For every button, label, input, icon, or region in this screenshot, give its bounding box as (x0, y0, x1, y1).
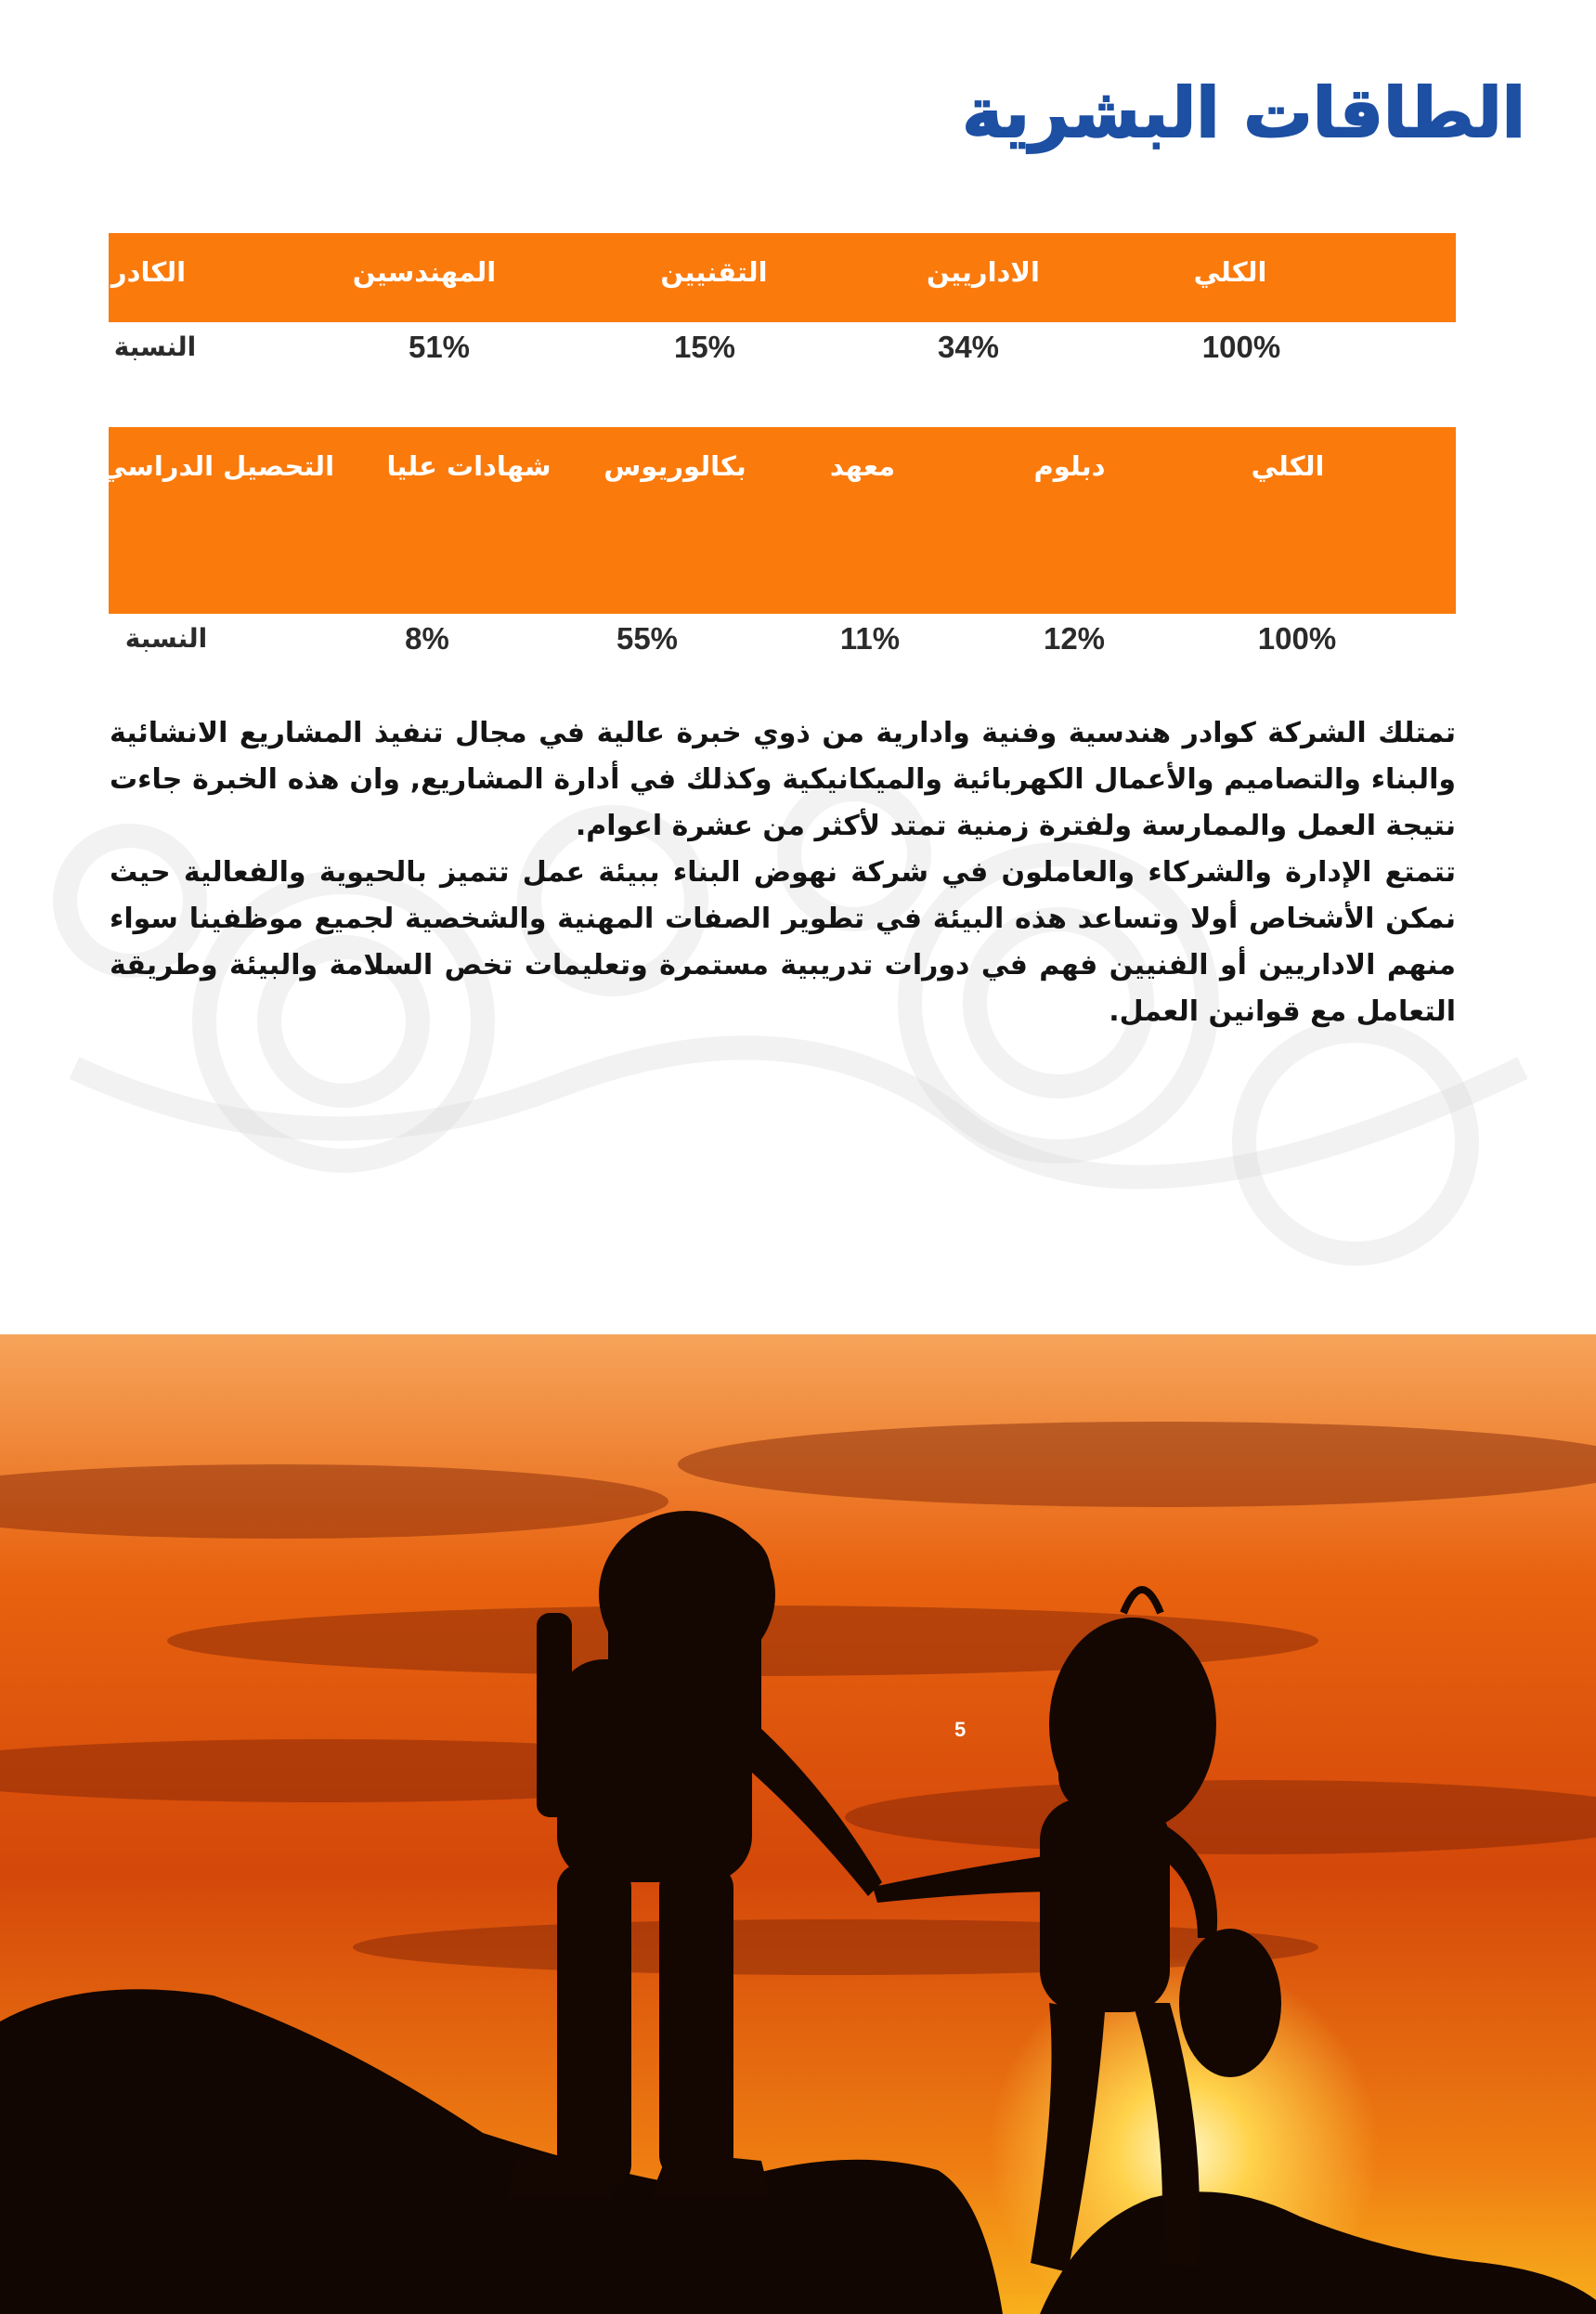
education-value-total: 100% (1257, 621, 1337, 656)
climbers-helping-hand-sunset-photo (0, 1334, 1596, 2314)
education-header-institute: معهد (829, 450, 896, 482)
staff-value-technicians: 15% (673, 330, 736, 364)
staff-value-engineers: 51% (408, 330, 471, 364)
staff-header-total: الكلي (1193, 256, 1267, 288)
education-header-higher-degrees: شهادات عليا (386, 450, 551, 482)
staff-header-cadre: الكادر (110, 256, 187, 288)
education-value-higher-degrees: 8% (405, 621, 449, 656)
education-value-institute: 11% (839, 621, 901, 656)
body-paragraph-2: تتمتع الإدارة والشركاء والعاملون في شركة نهوض البناء ببيئة عمل تتميز بالحيوية والفعالية حيث نمكن الأشخاص أولا وتساعد هذه البيئة في تطوير الصفات المهنية والشخصية لجميع موظفينا سواء منهم الاداريين أو الفنيين فهم في دورات تدريبية مستمرة وتعليمات تخص السلامة والبيئة وطريقة التعامل مع قوانين العمل. (110, 856, 1456, 1028)
education-value-diploma: 12% (1043, 621, 1106, 656)
education-header-qualification: التحصيل الدراسي (99, 450, 335, 482)
staff-table-header (109, 233, 1456, 322)
staff-row-label: النسبة (113, 332, 197, 362)
staff-header-technicians: التقنيين (660, 256, 768, 288)
staff-value-total: 100% (1201, 330, 1281, 364)
education-value-bachelor: 55% (616, 621, 679, 656)
body-paragraph-1: تمتلك الشركة كوادر هندسية وفنية وادارية من ذوي خبرة عالية في مجال تنفيذ المشاريع الانشائية والبناء والتصاميم والأعمال الكهربائية والميكانيكية وكذلك في أدارة المشاريع, وان هذه الخبرة جاءت نتيجة العمل والممارسة ولفترة زمنية تمتد لأكثر من عشرة اعوام. (110, 717, 1456, 842)
staff-value-administrators: 34% (937, 330, 1000, 364)
education-header-total: الكلي (1251, 450, 1325, 482)
education-table-header (99, 427, 1456, 614)
education-row-label: النسبة (124, 623, 208, 654)
staff-header-engineers: المهندسين (352, 256, 497, 288)
staff-header-administrators: الاداريين (927, 256, 1040, 288)
page-number: 5 (954, 1718, 967, 1741)
education-header-diploma: دبلوم (1033, 450, 1106, 482)
page-title: الطاقات البشرية (962, 73, 1525, 153)
body-text (110, 710, 1456, 1035)
education-header-bachelor: بكالوريوس (603, 450, 746, 482)
